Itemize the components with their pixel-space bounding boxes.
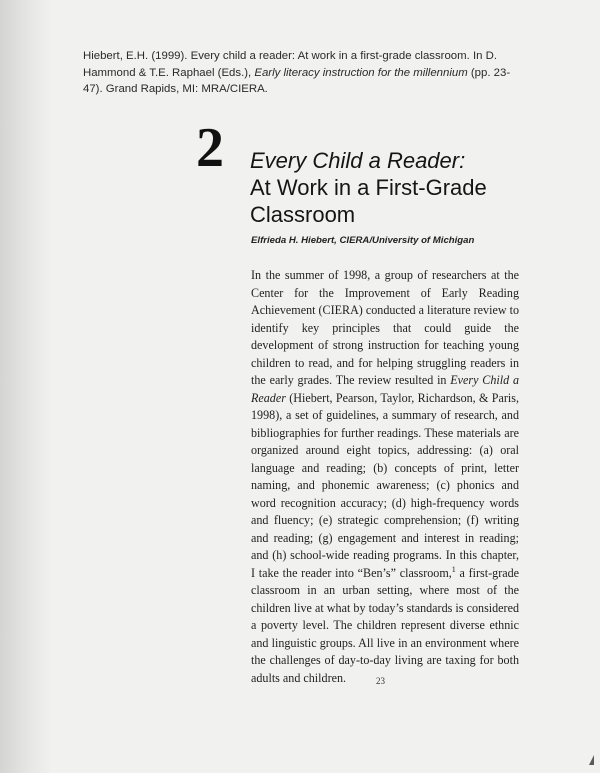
citation-text-part1: Hiebert, E.H. (1999). Every child a reader: At work in a first-grade classroom. In D. Hammond & T.E. Raphael (Eds.), (83, 50, 498, 79)
body-text-2: (Hiebert, Pearson, Taylor, Richardson, & Paris, 1998), a set of guidelines, a summary of research, and bibliographies for further readings. These materials are organized around eight topics, addressing: (a) oral language and reading; (b) concepts of print, letter naming, and phonemic awareness; (c) phonics and word recognition accuracy; (d) high-frequency words and fluency; (e) strategic comprehension; (f) writing and reading; (g) engagement and interest in reading; and (h) school-wide reading programs. In this chapter, I take the reader into “Ben’s” classroom, (251, 390, 519, 580)
chapter-number: 2 (196, 117, 224, 179)
chapter-title-line1: Every Child a Reader: (250, 148, 466, 173)
chapter-title (250, 147, 550, 228)
scan-corner-mark (589, 755, 595, 765)
body-text-1: In the summer of 1998, a group of researchers at the Center for the Improvement of Early Reading Achievement (CIERA) conducted a literature review to identify key principles that could guide the development of strong instruction for teaching young children to read, and for helping struggling readers in the early grades. The review resulted in (251, 268, 519, 387)
citation-header (83, 48, 523, 98)
chapter-title-line3: Classroom (250, 202, 356, 227)
chapter-author: Elfrieda H. Hiebert, CIERA/University of Michigan (251, 235, 475, 246)
footnote-ref: 1 (451, 564, 456, 574)
body-italic-title: Every Child a Reader (251, 373, 519, 405)
citation-book-title: Early literacy instruction for the millennium (254, 66, 468, 79)
page-number: 23 (376, 676, 385, 686)
scan-gutter-shadow (0, 0, 52, 773)
citation-text-part2: (pp. 23-47). Grand Rapids, MI: MRA/CIERA. (83, 66, 511, 95)
body-paragraph (251, 267, 519, 687)
chapter-title-line2: At Work in a First-Grade (250, 175, 487, 200)
body-text-3: a first-grade classroom in an urban setting, where most of the children live at what by today’s standards is considered a poverty level. The children represent diverse ethnic and linguistic groups. All live in an environment where the challenges of day-to-day living are taxing for both adults and children. (251, 565, 520, 685)
